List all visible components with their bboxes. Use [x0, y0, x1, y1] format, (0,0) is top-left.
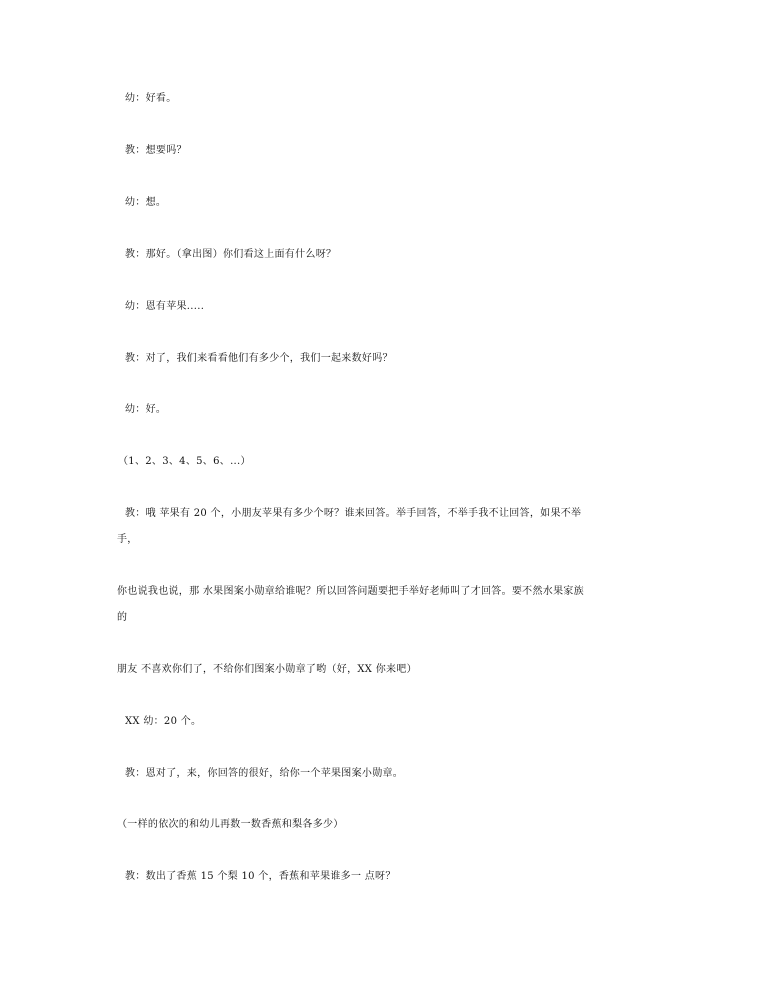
paragraph-line-1: 你也说我也说，那 水果图案小勋章给谁呢？所以回答问题要把手举好老师叫了才回答。要不然水果家族	[117, 586, 584, 597]
counting-line: （1、2、3、4、5、6、...）	[118, 456, 251, 467]
dialogue-line-11: 教：数出了香蕉 15 个梨 10 个，香蕉和苹果谁多一 点呀？	[125, 871, 396, 882]
dialogue-line-8: 教：哦 苹果有 20 个，小朋友苹果有多少个呀？谁来回答。举手回答，不举手我不让回答，如果不举	[125, 508, 582, 519]
dialogue-line-9: XX 幼：20 个。	[125, 716, 202, 727]
paragraph-line-1-wrap: 的	[117, 612, 128, 623]
dialogue-line-8-wrap: 手，	[117, 534, 138, 545]
dialogue-line-2: 教：想要吗？	[125, 145, 187, 156]
note-line: （一样的依次的和幼儿再数一数香蕉和梨各多少）	[117, 819, 344, 830]
dialogue-line-10: 教：恩对了，来，你回答的很好，给你一个苹果图案小勋章。	[125, 768, 404, 779]
dialogue-line-1: 幼：好看。	[125, 93, 177, 104]
paragraph-line-2: 朋友 不喜欢你们了，不给你们图案小勋章了哟（好，XX 你来吧）	[117, 664, 417, 675]
dialogue-line-3: 幼：想。	[125, 197, 167, 208]
dialogue-line-4: 教：那好。（拿出图）你们看这上面有什么呀？	[125, 249, 337, 260]
dialogue-line-5: 幼：恩有苹果.....	[125, 301, 205, 312]
dialogue-line-7: 幼：好。	[125, 404, 167, 415]
dialogue-line-6: 教：对了，我们来看看他们有多少个，我们一起来数好吗？	[125, 353, 393, 364]
